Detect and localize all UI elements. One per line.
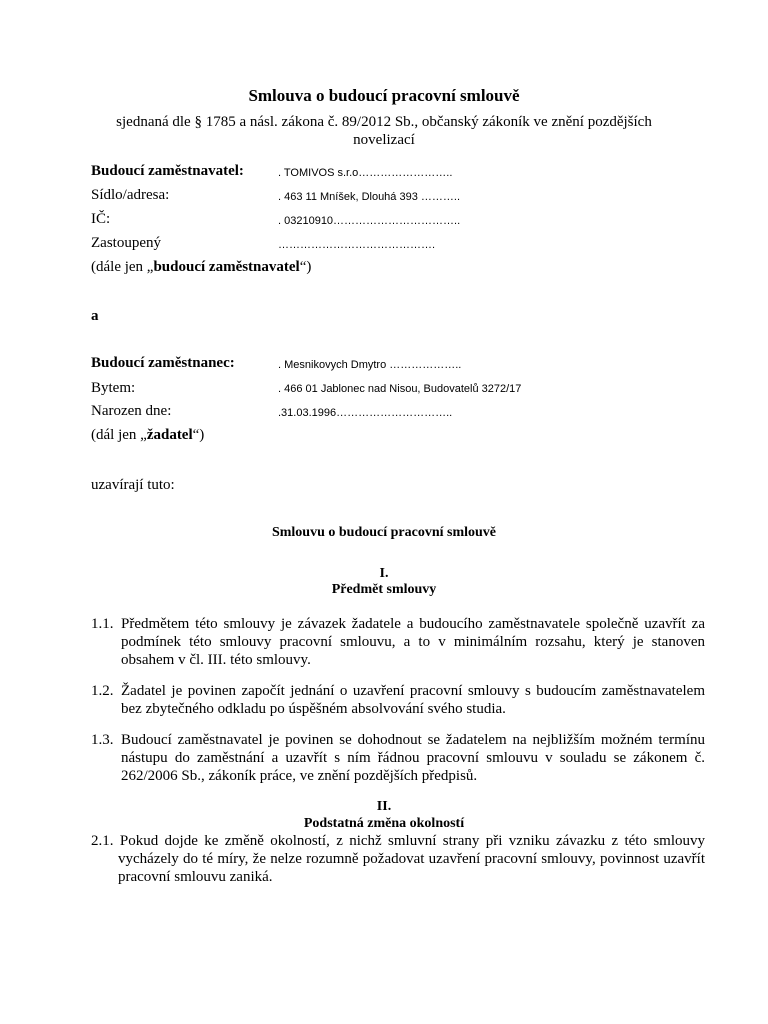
clause-body: Pokud dojde ke změně okolností, z nichž smluvní strany při vzniku závazku z této smlouvy vycházely do té míry, že nelze rozumně požadovat uzavření pracovní smlouvy, povinnost uzavřít pracovní smlouvu zaniká. <box>118 833 705 885</box>
employer-ic-label: IČ: <box>91 211 111 227</box>
employee-label: Budoucí zaměstnanec: <box>91 355 235 371</box>
employee-residence-label: Bytem: <box>91 380 136 396</box>
employee-value: . Mesnikovych Dmytro ……………….. <box>278 359 462 371</box>
contract-heading: Smlouvu o budoucí pracovní smlouvě <box>271 525 497 540</box>
employee-born-label: Narozen dne: <box>91 403 172 419</box>
employer-address-value: . 463 11 Mníšek, Dlouhá 393 ……….. <box>278 191 460 203</box>
employer-value: . TOMIVOS s.r.o…………………….. <box>278 167 453 179</box>
section-2-title: Podstatná změna okolností <box>303 816 465 831</box>
clause-text: Budoucí zaměstnavatel je povinen se dohodnout se žadatelem na nejbližším možném termínu nástupu do zaměstnání a uzavřít s ním řádnou pracovní smlouvu v souladu se zákonem č. 262/2006 Sb., zákoník práce, ve znění pozdějších předpisů. <box>121 732 705 784</box>
clause-number: 2.1. <box>91 833 114 849</box>
document-title: Smlouva o budoucí pracovní smlouvě <box>248 86 520 105</box>
employer-alias <box>91 259 311 276</box>
employer-represented-label: Zastoupený <box>91 235 161 251</box>
section-2-roman: II. <box>376 799 392 814</box>
clause-number: 1.3. <box>91 732 114 748</box>
document-subtitle-line1: sjednaná dle § 1785 a násl. zákona č. 89/2012 Sb., občanský zákoník ve znění pozdějších <box>116 114 652 130</box>
clause-text <box>91 832 705 886</box>
clause-1-2 <box>91 682 705 718</box>
clause-text: Předmětem této smlouvy je závazek žadatele a budoucího zaměstnavatele společně uzavřít za podmínek této smlouvy pracovní smlouvu, a to v minimálním rozsahu, který je stanoven obsahem v čl. III. této smlouvy. <box>121 616 705 668</box>
concluding-text: uzavírají tuto: <box>91 477 175 493</box>
section-1-title: Předmět smlouvy <box>331 582 437 597</box>
clause-number: 1.2. <box>91 683 114 699</box>
employee-alias <box>91 427 204 444</box>
clause-1-3 <box>91 731 705 785</box>
employer-label: Budoucí zaměstnavatel: <box>91 163 244 179</box>
employer-ic-value: . 03210910…………………………….. <box>278 215 461 227</box>
section-1-roman: I. <box>379 566 389 581</box>
clause-text: Žadatel je povinen započít jednání o uzavření pracovní smlouvy s budoucím zaměstnavatelem bez zbytečného odkladu po úspěšném absolvování svého studia. <box>121 683 705 717</box>
document-subtitle-line2: novelizací <box>353 132 415 148</box>
employee-born-value: .31.03.1996………………………….. <box>278 407 453 419</box>
clause-2-1 <box>91 832 705 886</box>
clause-number: 1.1. <box>91 616 114 632</box>
employee-alias-suffix: “) <box>192 427 205 443</box>
employer-alias-suffix: “) <box>299 259 312 275</box>
employer-represented-value: ……………………………………. <box>278 239 436 251</box>
employee-alias-bold: žadatel <box>146 427 193 443</box>
employer-alias-prefix: (dále jen „ <box>91 259 154 275</box>
employee-alias-prefix: (dál jen „ <box>91 427 147 443</box>
employee-residence-value: . 466 01 Jablonec nad Nisou, Budovatelů 3272/17 <box>278 383 522 395</box>
employer-alias-bold: budoucí zaměstnavatel <box>153 259 300 275</box>
and-word: a <box>91 308 99 324</box>
clause-1-1 <box>91 615 705 669</box>
employer-address-label: Sídlo/adresa: <box>91 187 170 203</box>
